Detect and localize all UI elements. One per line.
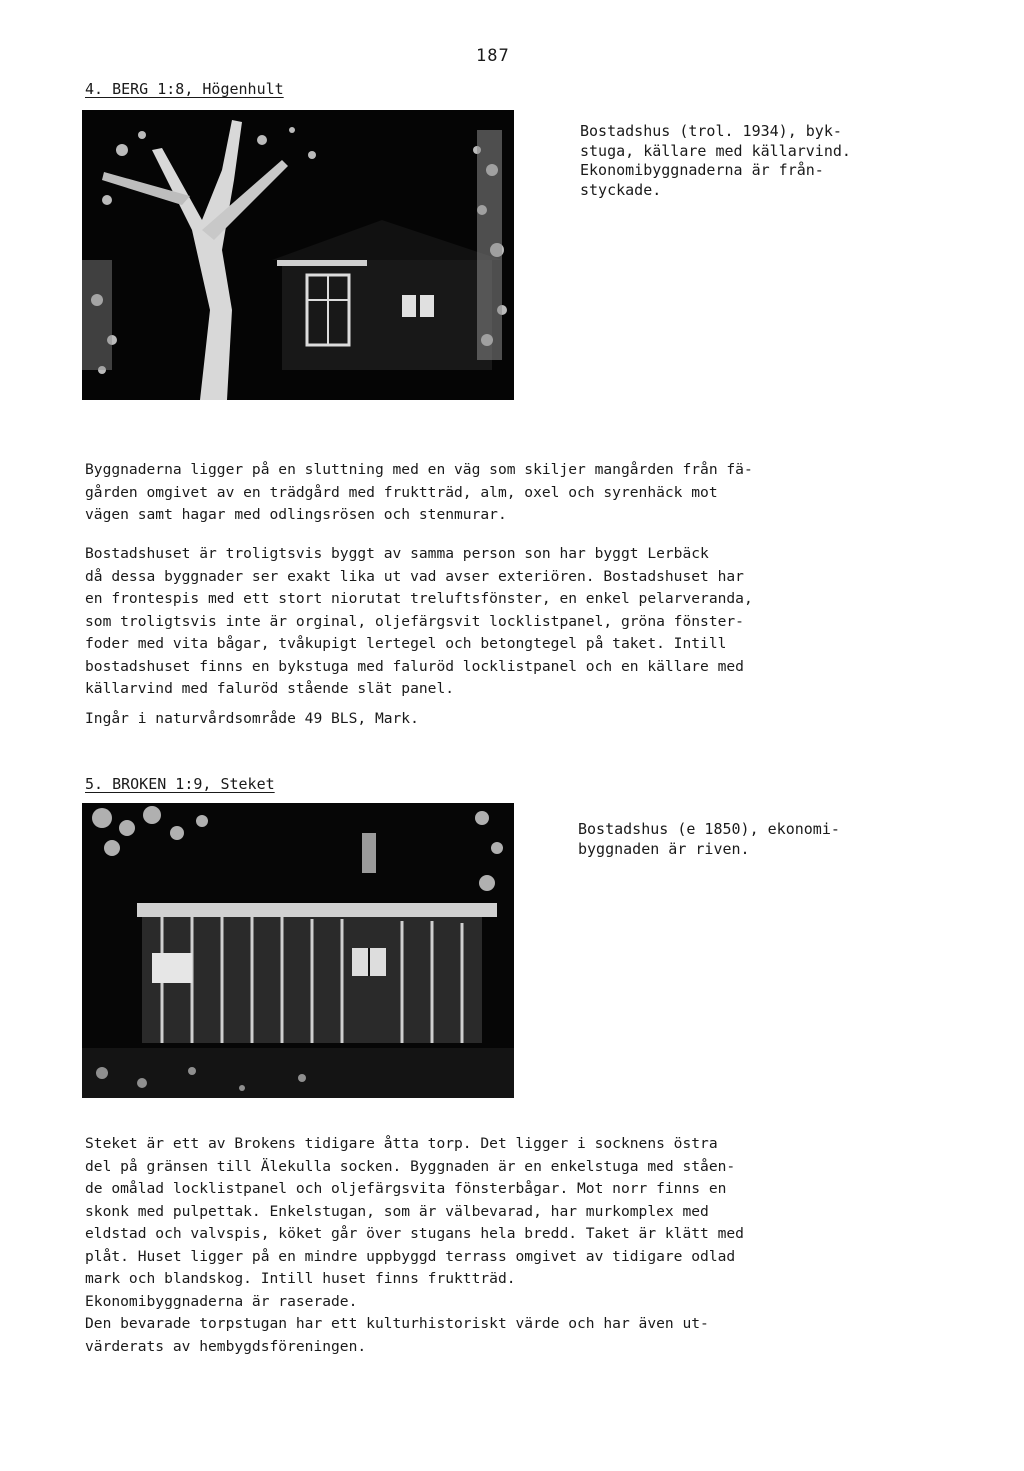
text-line: eldstad och valvspis, köket går över stugans hela bredd. Taket är klätt med <box>85 1225 744 1242</box>
text-line: skonk med pulpettak. Enkelstugan, som är välbevarad, har murkomplex med <box>85 1202 709 1220</box>
text-line: plåt. Huset ligger på en mindre uppbyggd terrass omgivet av tidigare odlad <box>85 1247 736 1265</box>
house-photo-icon <box>82 110 514 400</box>
text-line: Ingår i naturvårdsområde 49 BLS, Mark. <box>85 710 419 727</box>
text-line: vägen samt hagar med odlingsrösen och stenmurar. <box>85 506 507 523</box>
text-line: Bostadshuset är troligtsvis byggt av samma person son har byggt Lerbäck <box>85 545 709 562</box>
text-line: värderats av hembygdsföreningen. <box>85 1337 367 1355</box>
photo-caption-broken <box>578 820 840 859</box>
text-line: del på gränsen till Älekulla socken. Byggnaden är en enkelstuga med ståen- <box>85 1157 736 1175</box>
entry-heading-berg: 4. BERG 1:8, Högenhult <box>85 80 284 98</box>
text-line: källarvind med faluröd stående slät panel. <box>85 680 455 697</box>
cottage-photo-icon <box>82 803 514 1098</box>
caption-line: Bostadshus (e 1850), ekonomi- <box>578 820 840 838</box>
caption-line: stuga, källare med källarvind. <box>580 141 851 160</box>
photo-berg <box>82 110 514 400</box>
caption-line: Bostadshus (trol. 1934), byk- <box>580 122 842 140</box>
text-line: som troligtsvis inte är orginal, oljefärgsvit locklistpanel, gröna fönster- <box>85 612 744 630</box>
text-line: mark och blandskog. Intill huset finns fruktträd. <box>85 1270 516 1287</box>
paragraph-berg-house <box>85 543 753 701</box>
paragraph-berg-setting <box>85 459 753 527</box>
text-line: då dessa byggnader ser exakt lika ut vad avser exteriören. Bostadshuset har <box>85 567 744 585</box>
text-line: gården omgivet av en trädgård med fruktträd, alm, oxel och syrenhäck mot <box>85 483 718 501</box>
paragraph-broken-description <box>85 1133 744 1358</box>
caption-line: byggnaden är riven. <box>578 839 750 858</box>
page-number: 187 <box>476 46 510 66</box>
text-line: en frontespis med ett stort niorutat treluftsfönster, en enkel pelarveranda, <box>85 590 753 607</box>
text-line: Byggnaderna ligger på en sluttning med en väg som skiljer mangården från fä- <box>85 461 753 478</box>
entry-heading-broken: 5. BROKEN 1:9, Steket <box>85 775 275 793</box>
photo-caption-berg <box>580 122 851 200</box>
caption-line: styckade. <box>580 180 662 199</box>
caption-line: Ekonomibyggnaderna är från- <box>580 161 824 179</box>
text-line: bostadshuset finns en bykstuga med faluröd locklistpanel och en källare med <box>85 657 744 675</box>
paragraph-berg-nature <box>85 708 419 731</box>
text-line: de omålad locklistpanel och oljefärgsvita fönsterbågar. Mot norr finns en <box>85 1180 727 1197</box>
text-line: Ekonomibyggnaderna är raserade. <box>85 1292 358 1310</box>
photo-broken <box>82 803 514 1098</box>
text-line: Steket är ett av Brokens tidigare åtta torp. Det ligger i socknens östra <box>85 1135 718 1152</box>
text-line: Den bevarade torpstugan har ett kulturhistoriskt värde och har även ut- <box>85 1315 709 1332</box>
text-line: foder med vita bågar, tvåkupigt lertegel och betongtegel på taket. Intill <box>85 635 727 652</box>
